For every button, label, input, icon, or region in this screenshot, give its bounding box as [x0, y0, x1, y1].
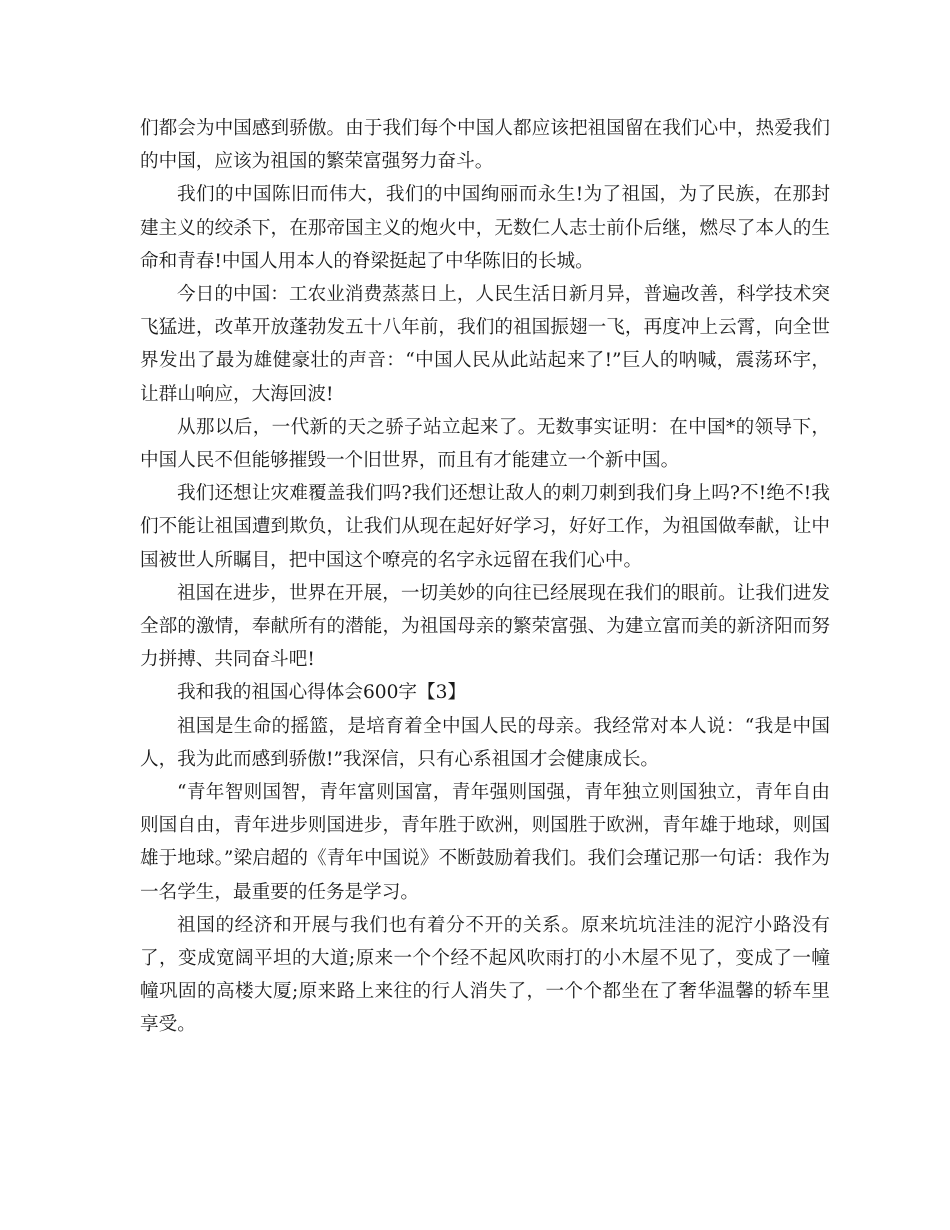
paragraph: 我们还想让灾难覆盖我们吗?我们还想让敌人的刺刀刺到我们身上吗?不!绝不!我们不能让祖国遭到欺负，让我们从现在起好好学习，好好工作，为祖国做奉献，让中国被世人所瞩目，把中国这个嘹亮的名字永远留在我们心中。: [140, 483, 830, 571]
paragraph: 今日的中国：工农业消费蒸蒸日上，人民生活日新月异，普遍改善，科学技术突飞猛进，改革开放蓬勃发五十八年前，我们的祖国振翅一飞，再度冲上云霄，向全世界发出了最为雄健豪壮的声音：“中国人民从此站起来了!”巨人的呐喊，震荡环宇，让群山响应，大海回波!: [140, 284, 830, 405]
paragraph: “青年智则国智，青年富则国富，青年强则国强，青年独立则国独立，青年自由则国自由，青年进步则国进步，青年胜于欧洲，则国胜于欧洲，青年雄于地球，则国雄于地球。”梁启超的《青年中国说》不断鼓励着我们。我们会瑾记那一句话：我作为一名学生，最重要的任务是学习。: [140, 782, 830, 903]
section-heading: 我和我的祖国心得体会600字【3】: [177, 682, 467, 704]
paragraph: 从那以后，一代新的天之骄子站立起来了。无数事实证明：在中国*的领导下，中国人民不但能够摧毁一个旧世界，而且有才能建立一个新中国。: [140, 416, 830, 472]
paragraph-continuation: 们都会为中国感到骄傲。由于我们每个中国人都应该把祖国留在我们心中，热爱我们的中国，应该为祖国的繁荣富强努力奋斗。: [140, 118, 830, 173]
paragraph: 祖国在进步，世界在开展，一切美妙的向往已经展现在我们的眼前。让我们进发全部的激情，奉献所有的潜能，为祖国母亲的繁荣富强、为建立富而美的新济阳而努力拼搏、共同奋斗吧!: [140, 582, 830, 671]
paragraph: 祖国是生命的摇篮，是培育着全中国人民的母亲。我经常对本人说：“我是中国人，我为此而感到骄傲!”我深信，只有心系祖国才会健康成长。: [140, 715, 830, 770]
paragraph: 我们的中国陈旧而伟大，我们的中国绚丽而永生!为了祖国，为了民族，在那封建主义的绞杀下，在那帝国主义的炮火中，无数仁人志士前仆后继，燃尽了本人的生命和青春!中国人用本人的脊梁挺起了中华陈旧的长城。: [140, 184, 830, 272]
paragraph: 祖国的经济和开展与我们也有着分不开的关系。原来坑坑洼洼的泥泞小路没有了，变成宽阔平坦的大道;原来一个个经不起风吹雨打的小木屋不见了，变成了一幢幢巩固的高楼大厦;原来路上来往的行人消失了，一个个都坐在了奢华温馨的轿车里享受。: [140, 914, 830, 1036]
